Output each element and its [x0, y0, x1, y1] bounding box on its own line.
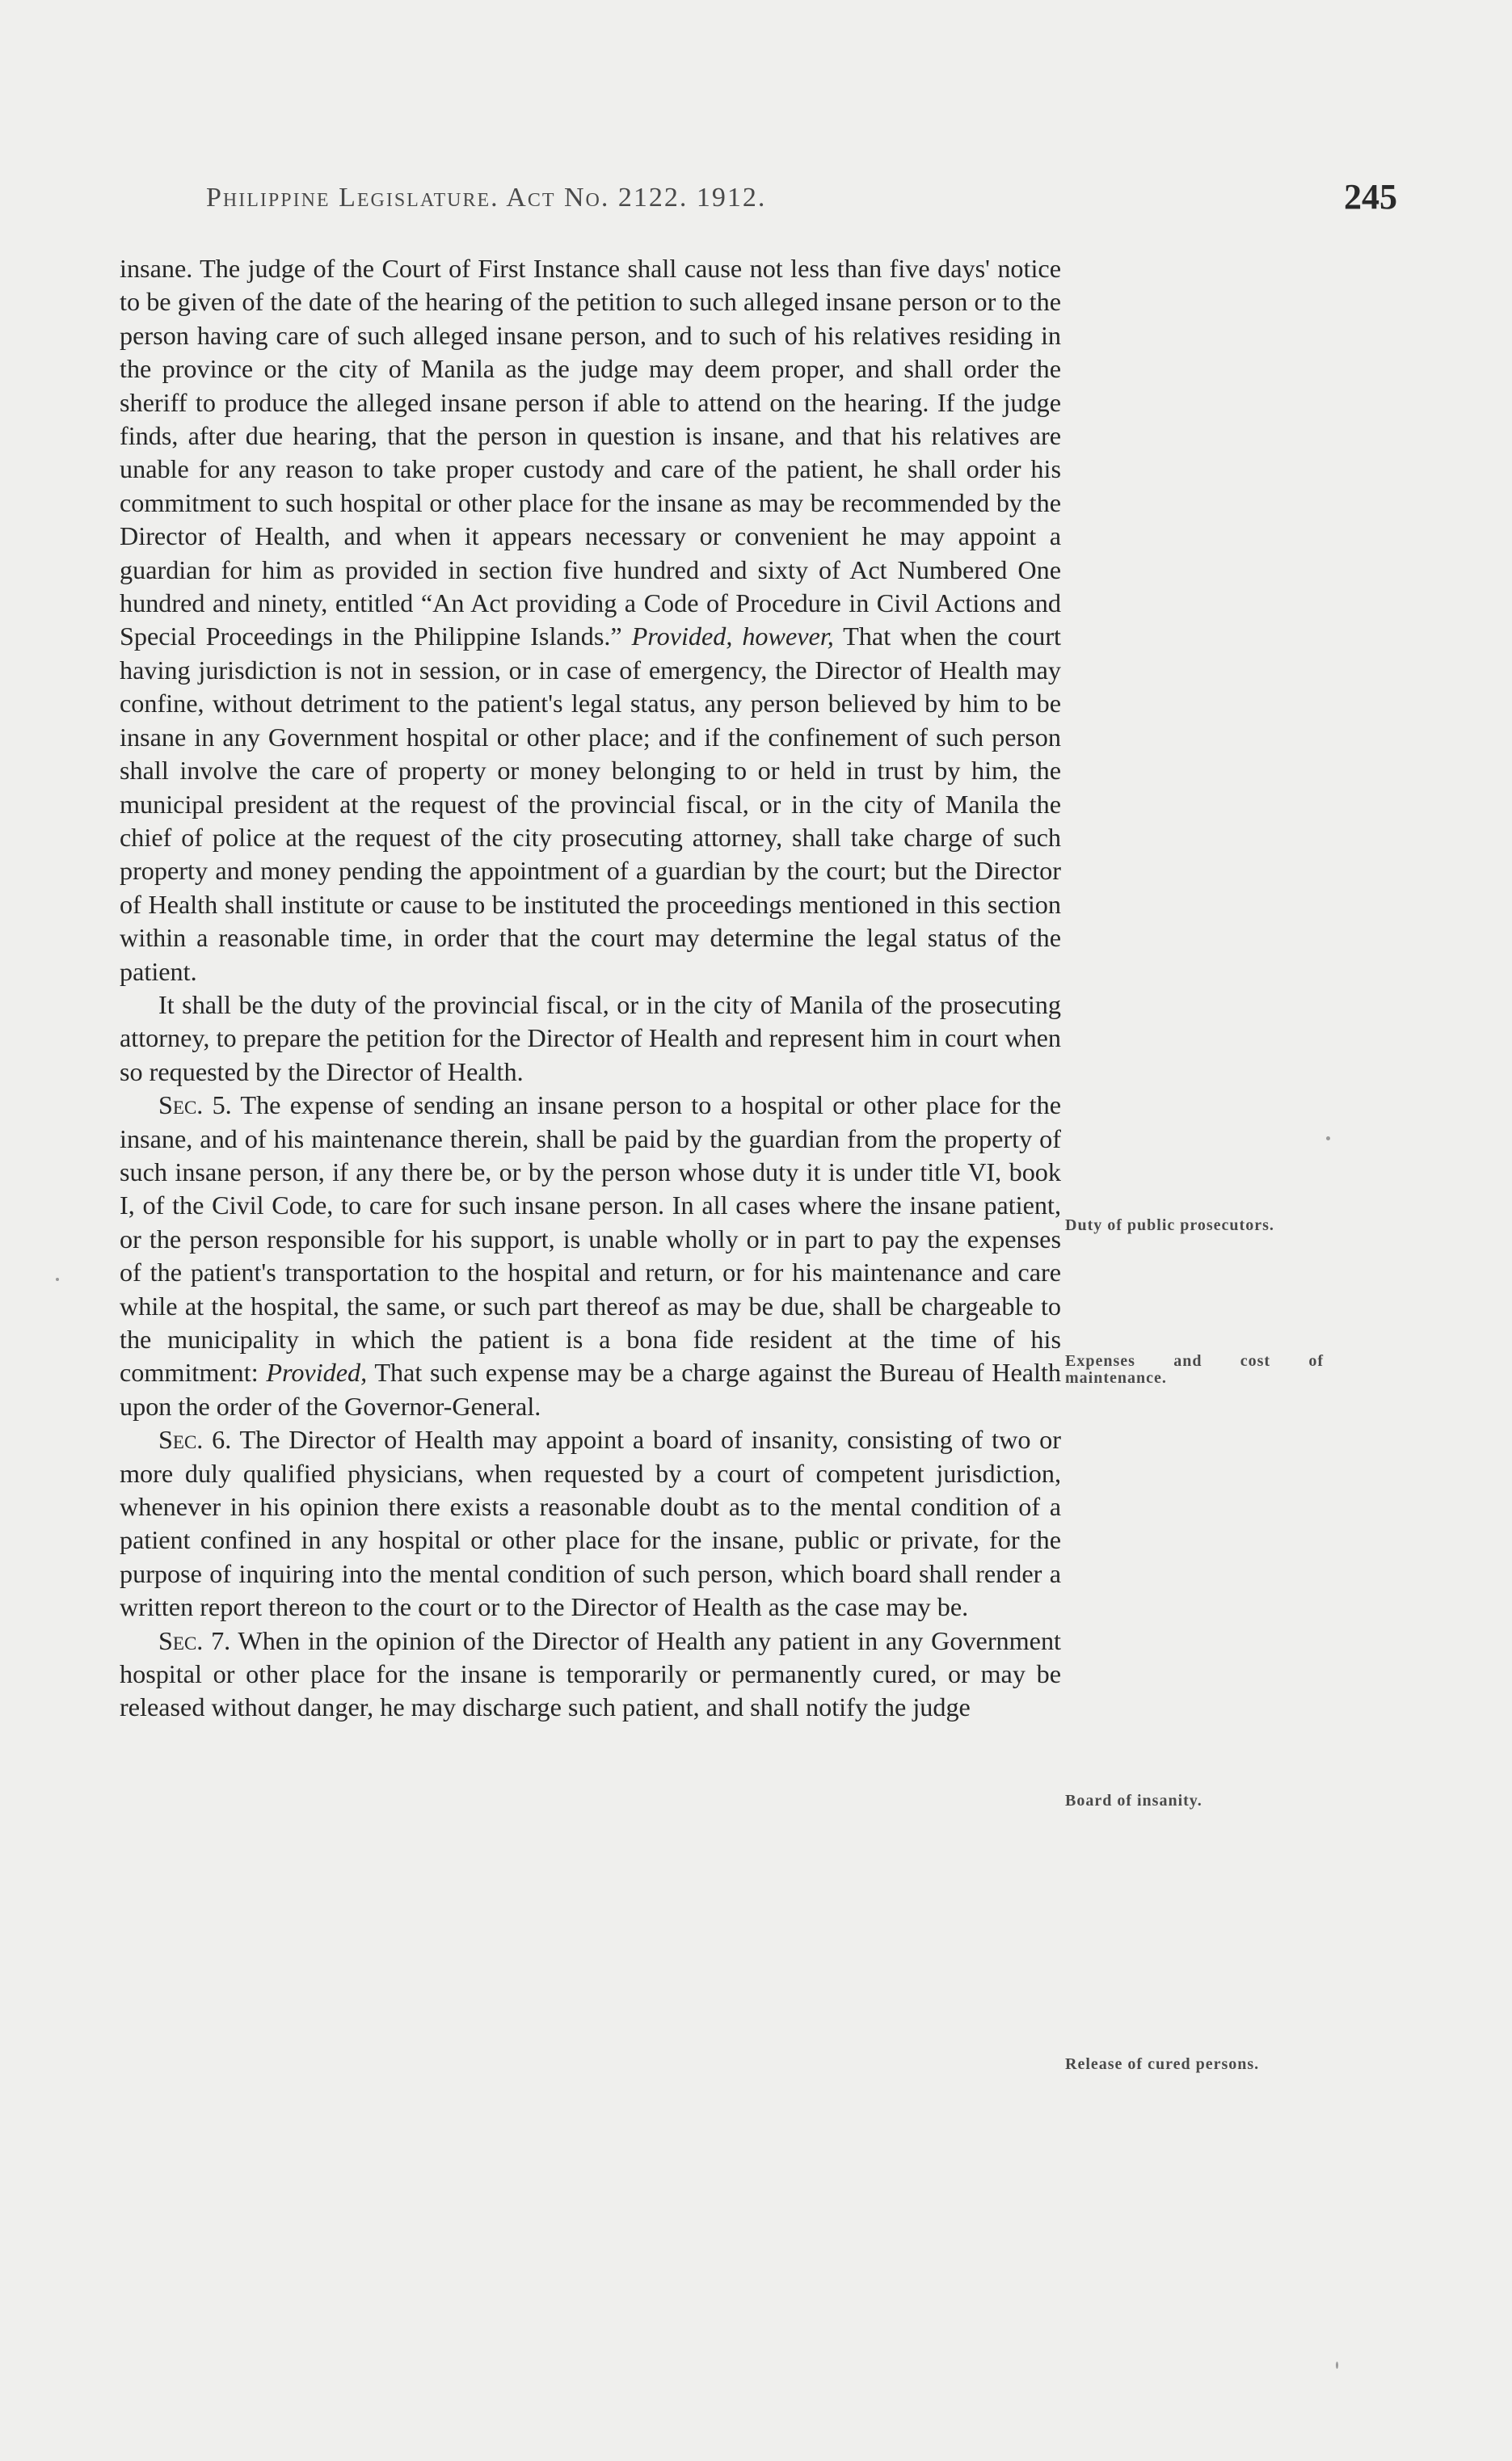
- side-note-expenses-and-cost: Expenses and cost of maintenance.: [1065, 1352, 1324, 1387]
- paragraph-section-5: Sec. 5. The expense of sending an insane person to a hospital or other place for the insane, and of his maintenance therein, shall be paid by the guardian from the property of such insane person, if any there be, or by the person whose duty it is under title VI, book I, of the Civil Code, to care for such insane person. In all cases where the insane patient, or the person responsible for his support, is unable wholly or in part to pay the expenses of the patient's transportation to the hospital and return, or for his maintenance and care while at the hospital, the same, or such part thereof as may be due, shall be chargeable to the municipality in which the patient is a bona fide resident at the time of his commitment: Provided, That such expense may be a charge against the Bureau of Health upon the order of the Governor-General.: [120, 1090, 1062, 1421]
- section-label: Sec. 7.: [158, 1625, 231, 1655]
- scan-speck: [1336, 2362, 1338, 2369]
- side-note-duty-of-public-prosecutors: Duty of public prosecutors.: [1065, 1216, 1274, 1234]
- proviso-emphasis: Provided,: [266, 1358, 368, 1388]
- paragraph-continuation: insane. The judge of the Court of First Instance shall cause not less than five days' notice to be given of the date of the hearing of the petition to such alleged insane person or to the person having care of such alleged insane person, and to such of his relatives residing in the province or the city of Manila as the judge may deem proper, and shall order the sheriff to produce the alleged insane person if able to attend on the hearing. If the judge finds, after due hearing, that the person in question is insane, and that his relatives are unable for any reason to take proper custody and care of the patient, he shall order his commitment to such hospital or other place for the insane as may be recommended by the Director of Health, and when it appears necessary or convenient he may appoint a guardian for him as provided in section five hundred and sixty of Act Numbered One hundred and ninety, entitled “An Act providing a Code of Procedure in Civil Actions and Special Proceedings in the Philippine Islands.” Provided, however, That when the court having jurisdiction is not in session, or in case of emergency, the Director of Health may confine, without detriment to the patient's legal status, any person believed by him to be insane in any Government hospital or other place; and if the confinement of such person shall involve the care of property or money belonging to or held in trust by him, the municipal president at the request of the provincial fiscal, or in the city of Manila the chief of police at the request of the city prosecuting attorney, shall take charge of such property and money pending the appointment of a guardian by the court; but the Director of Health shall institute or cause to be instituted the proceedings mentioned in this section within a reasonable time, in order that the court may determine the legal status of the patient.: [120, 254, 1061, 986]
- side-note-release-of-cured-persons: Release of cured persons.: [1065, 2055, 1260, 2073]
- paragraph-duty-of-prosecutors: It shall be the duty of the provincial fiscal, or in the city of Manila of the prosecuting attorney, to prepare the petition for the Director of Health and represent him in court when so requested by the Director of Health.: [120, 989, 1061, 1086]
- section-label: Sec. 6.: [158, 1425, 232, 1455]
- paragraph-section-7: Sec. 7. When in the opinion of the Director of Health any patient in any Government hospital or other place for the insane is temporarily or permanently cured, or may be released without danger, he may discharge such patient, and shall notify the judge: [120, 1625, 1062, 1722]
- proviso-emphasis: Provided, however,: [631, 622, 834, 651]
- section-label: Sec. 5.: [158, 1090, 232, 1120]
- scan-speck: [1326, 1136, 1330, 1140]
- body-text: [120, 252, 1061, 1725]
- running-title: Philippine Legislature. Act No. 2122. 1912.: [206, 183, 767, 213]
- page-number: 245: [1344, 177, 1397, 217]
- side-note-board-of-insanity: Board of insanity.: [1065, 1792, 1202, 1810]
- paragraph-section-6: Sec. 6. The Director of Health may appoint a board of insanity, consisting of two or more duly qualified physicians, when requested by a court of competent jurisdiction, whenever in his opinion there exists a reasonable doubt as to the mental condition of a patient confined in any hospital or other place for the insane, public or private, for the purpose of inquiring into the mental condition of such person, which board shall render a written report thereon to the court or to the Director of Health as the case may be.: [120, 1425, 1061, 1622]
- scan-speck: [56, 1278, 59, 1281]
